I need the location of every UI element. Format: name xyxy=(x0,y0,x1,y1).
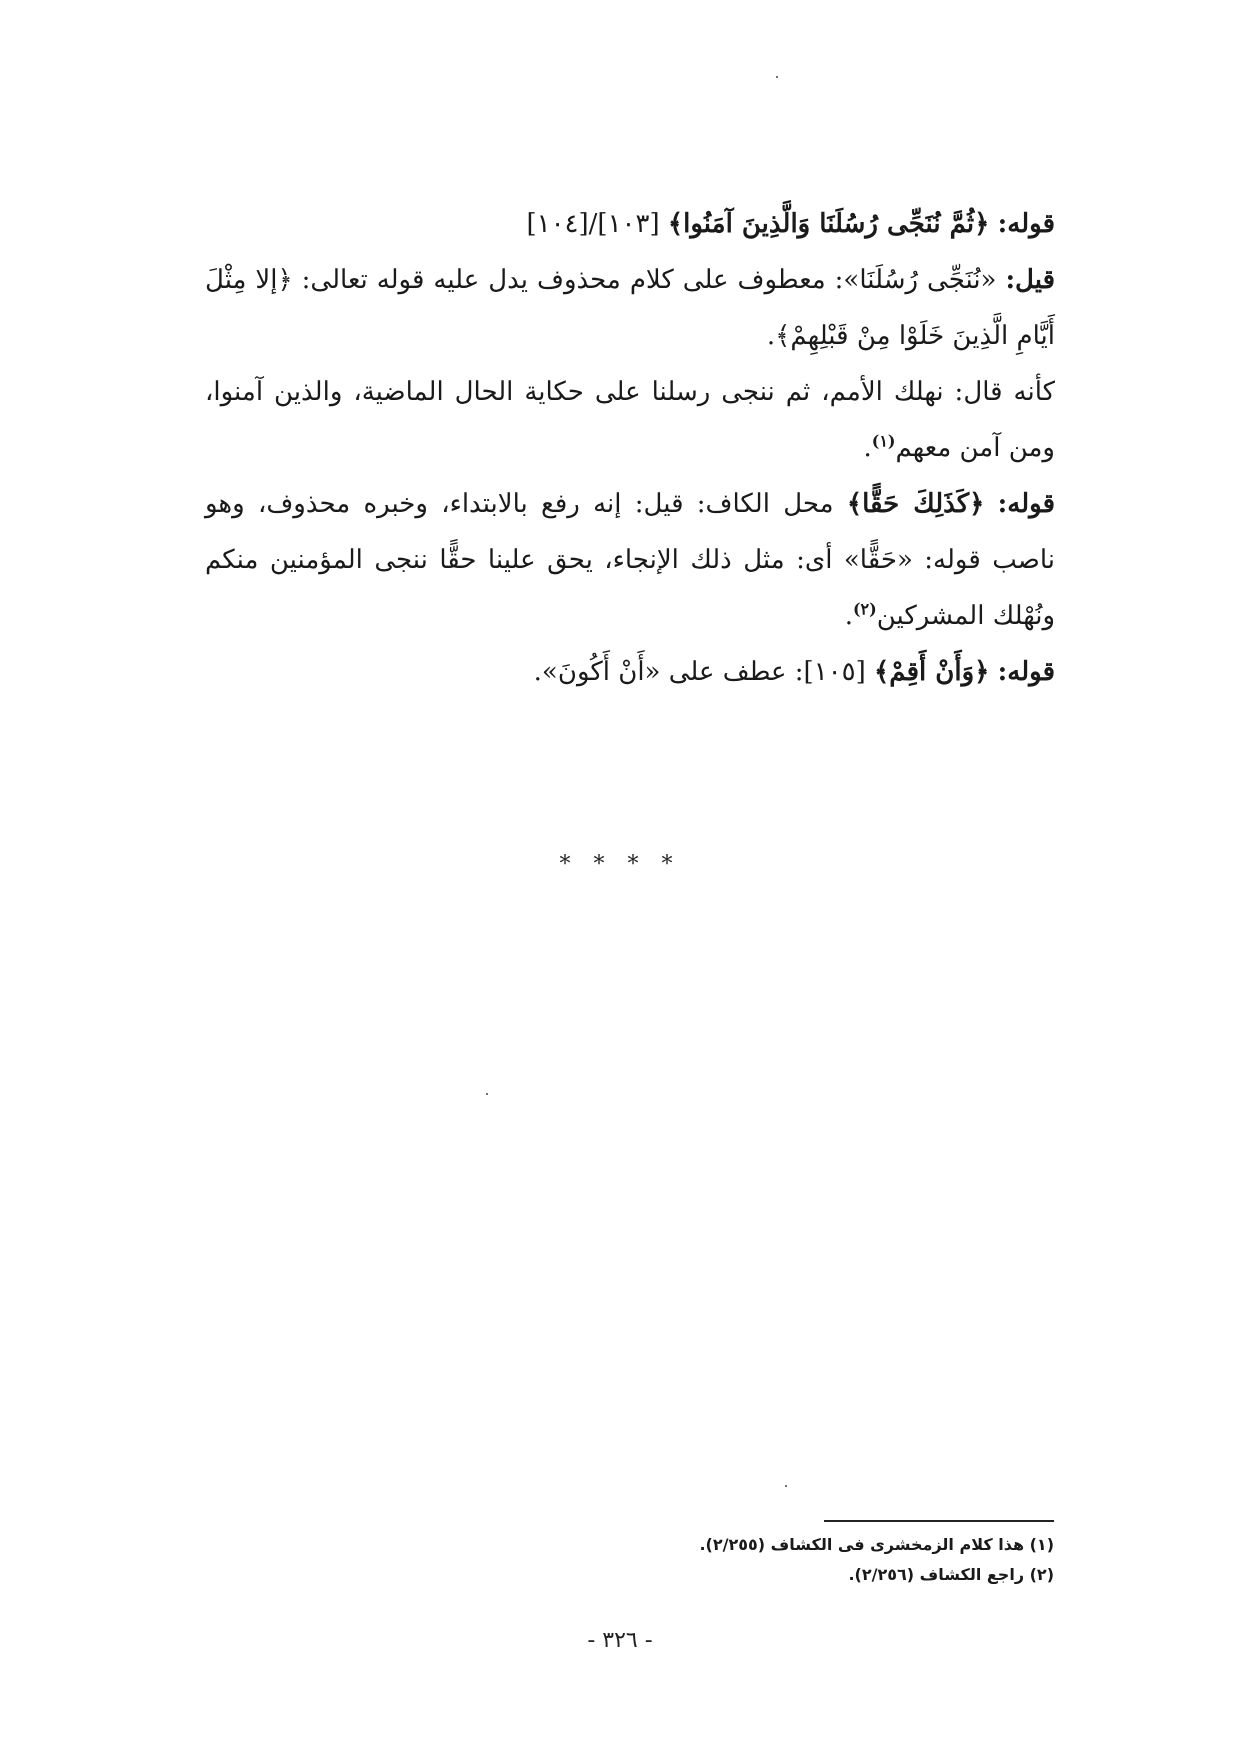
paragraph-1 xyxy=(205,196,1055,252)
paragraph-text: [١٠٥]: عطف على «أَنْ أَكُونَ». xyxy=(533,657,875,687)
paragraph-3: كأنه قال: نهلك الأمم، ثم ننجى رسلنا على حكاية الحال الماضية، والذين آمنوا، ومن آمن معهم$^{(١)}$. xyxy=(205,377,1055,463)
footnotes xyxy=(354,1530,1054,1590)
footnote-1: (١) هذا كلام الزمخشرى فى الكشاف (٢/٢٥٥). xyxy=(699,1535,1054,1554)
footnote-ref[interactable]: (١) xyxy=(871,431,896,451)
paragraph-text: محل الكاف: قيل: إنه رفع بالابتداء، وخبره محذوف، وهو ناصب قوله: «حَقًّا» أى: مثل ذلك الإنجاء، يحق علينا حقًّا ننجى المؤمنين منكم ونُهْلك المشركين xyxy=(205,489,1055,631)
paragraph-5 xyxy=(205,644,1055,700)
paragraph-lead: قوله: xyxy=(997,657,1055,687)
footnote-2: (٢) راجع الكشاف (٢/٢٥٦). xyxy=(848,1565,1054,1584)
quran-quote: ﴿كَذَلِكَ حَقًّا﴾ xyxy=(846,489,985,519)
paragraph-lead: قيل: xyxy=(1005,265,1055,295)
paragraph-text: «نُنَجِّى رُسُلَنَا»: معطوف على كلام محذوف يدل عليه قوله تعالى: ﴿إلا مِثْلَ أَيَّامِ الَّذِينَ خَلَوْا مِنْ قَبْلِهِمْ﴾. xyxy=(205,265,1055,351)
paragraph-4: قوله: ﴿كَذَلِكَ حَقًّا﴾ محل الكاف: قيل: إنه رفع بالابتداء، وخبره محذوف، وهو ناصب قوله: «حَقًّا» أى: مثل ذلك الإنجاء، يحق علينا حقًّا ننجى المؤمنين منكم ونُهْلك المشركين$^{(٢)}$. xyxy=(205,489,1055,631)
paragraph-text: [١٠٣]/[١٠٤] xyxy=(526,209,668,239)
paragraph-lead: قوله: xyxy=(997,209,1055,239)
footnote-divider xyxy=(824,1520,1054,1522)
body-text xyxy=(205,196,1055,700)
scan-speck xyxy=(785,1485,787,1487)
scan-speck xyxy=(776,76,778,78)
page-number: - ٣٢٦ - xyxy=(587,1628,653,1653)
quran-quote: ﴿ثُمَّ نُنَجِّى رُسُلَنَا وَالَّذِينَ آمَنُوا﴾ xyxy=(667,209,990,239)
quran-quote: ﴿وَأَنْ أَقِمْ﴾ xyxy=(874,657,990,687)
paragraph-lead: قوله: xyxy=(997,489,1055,519)
scan-speck xyxy=(486,1093,488,1095)
section-separator: * * * * xyxy=(559,852,681,877)
paragraph-2 xyxy=(205,252,1055,364)
paragraph-text: كأنه قال: نهلك الأمم، ثم ننجى رسلنا على حكاية الحال الماضية، والذين آمنوا، ومن آمن معهم xyxy=(205,377,1055,463)
footnote-ref[interactable]: (٢) xyxy=(852,599,877,619)
